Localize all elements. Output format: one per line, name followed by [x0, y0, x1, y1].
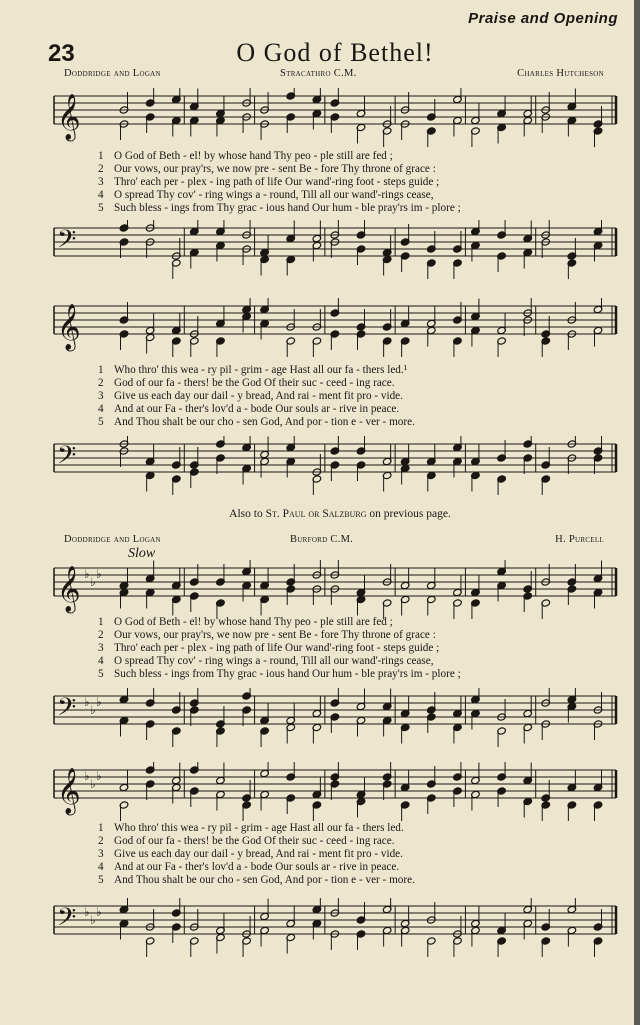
hymn-title: O God of Bethel! [236, 38, 434, 67]
verse-text: God of our fa - thers! be the God Of their suc - ceed - ing race. [114, 377, 395, 389]
verse-number: 5 [98, 202, 104, 214]
svg-text:♭: ♭ [96, 905, 102, 919]
verse-line [98, 668, 461, 681]
verse-text: Who thro' this wea - ry pil - grim - age Hast all our fa - thers led.¹ [114, 364, 408, 376]
verse-number: 3 [98, 390, 104, 402]
tune1-system1-treble-staff [0, 88, 640, 148]
tune2-composer: H. Purcell [555, 534, 604, 545]
verse-line [98, 377, 415, 390]
svg-text:♭: ♭ [90, 913, 96, 927]
verse-line [98, 835, 415, 848]
tune1-system2-treble-staff [0, 298, 640, 358]
tune1-tune-name: Stracathro C.M. [280, 68, 357, 79]
verse-line [98, 642, 461, 655]
verse-line [98, 176, 461, 189]
verse-line [98, 848, 415, 861]
svg-text:♭: ♭ [96, 695, 102, 709]
verse-line [98, 416, 415, 429]
verse-line [98, 390, 415, 403]
verse-number: 4 [98, 189, 104, 201]
verse-number: 3 [98, 642, 104, 654]
svg-text:𝄢: 𝄢 [57, 441, 77, 476]
verse-text: Such bless - ings from Thy grac - ious hand Our hum - ble pray'rs im - plore ; [114, 668, 461, 680]
verse-number: 3 [98, 848, 104, 860]
verse-line [98, 189, 461, 202]
tune2-system2-treble-staff [0, 762, 640, 822]
tune2-tune-name: Burford C.M. [290, 534, 354, 545]
verse-number: 2 [98, 163, 104, 175]
verse-line [98, 202, 461, 215]
svg-text:♭: ♭ [96, 769, 102, 783]
tune2-system1-treble-staff [0, 560, 640, 620]
tune2-author-credit: Doddridge and Logan [64, 534, 161, 545]
verse-text: God of our fa - thers! be the God Of their suc - ceed - ing race. [114, 835, 395, 847]
svg-text:♭: ♭ [84, 695, 90, 709]
tune1-system2-bass-staff [0, 436, 640, 496]
verse-number: 4 [98, 861, 104, 873]
verse-text: And Thou shalt be our cho - sen God, And por - tion e - ver - more. [114, 416, 415, 428]
verse-line [98, 364, 415, 377]
svg-text:𝄞: 𝄞 [57, 94, 81, 140]
verse-text: Our vows, our pray'rs, we now pre - sent Be - fore Thy throne of grace : [114, 629, 436, 641]
verse-line [98, 163, 461, 176]
section-heading: Praise and Opening [468, 10, 618, 27]
svg-text:𝄢: 𝄢 [57, 693, 77, 728]
verse-number: 5 [98, 416, 104, 428]
verse-text: Such bless - ings from Thy grac - ious hand Our hum - ble pray'rs im - plore ; [114, 202, 461, 214]
svg-text:♭: ♭ [84, 769, 90, 783]
tune1-system1-bass-staff [0, 220, 640, 280]
verse-number: 2 [98, 835, 104, 847]
verse-number: 1 [98, 616, 104, 628]
verse-line [98, 616, 461, 629]
verse-number: 4 [98, 655, 104, 667]
verse-line [98, 861, 415, 874]
verse-text: Who thro' this wea - ry pil - grim - age Hast all our fa - thers led. [114, 822, 404, 834]
verse-number: 3 [98, 176, 104, 188]
tune1-author-credit: Doddridge and Logan [64, 68, 161, 79]
verse-text: Give us each day our dail - y bread, And rai - ment fit pro - vide. [114, 848, 403, 860]
svg-text:𝄢: 𝄢 [57, 903, 77, 938]
verse-line [98, 822, 415, 835]
verse-number: 4 [98, 403, 104, 415]
verse-text: Thro' each per - plex - ing path of life Our wand'-ring foot - steps guide ; [114, 642, 440, 654]
verse-number: 2 [98, 377, 104, 389]
svg-text:𝄞: 𝄞 [57, 566, 81, 612]
verse-text: O God of Beth - el! by whose hand Thy peo - ple still are fed ; [114, 616, 393, 628]
svg-text:𝄞: 𝄞 [57, 768, 81, 814]
svg-text:♭: ♭ [96, 567, 102, 581]
tune2-system2-bass-staff [0, 898, 640, 958]
alternate-tunes-note: Also to St. Paul or Salzburg on previous page. [229, 508, 451, 520]
verse-text: Give us each day our dail - y bread, And rai - ment fit pro - vide. [114, 390, 403, 402]
verse-text: And at our Fa - ther's lov'd a - bode Our souls ar - rive in peace. [114, 861, 400, 873]
tune2-system1-bass-staff [0, 688, 640, 748]
verse-number: 1 [98, 822, 104, 834]
verse-number: 2 [98, 629, 104, 641]
svg-text:♭: ♭ [84, 905, 90, 919]
verse-number: 5 [98, 668, 104, 680]
verse-line [98, 403, 415, 416]
verse-text: O spread Thy cov' - ring wings a - round, Till all our wand'-rings cease, [114, 189, 434, 201]
verse-text: O spread Thy cov' - ring wings a - round, Till all our wand'-rings cease, [114, 655, 434, 667]
verse-text: And at our Fa - ther's lov'd a - bode Our souls ar - rive in peace. [114, 403, 400, 415]
verse-text: Our vows, our pray'rs, we now pre - sent Be - fore Thy throne of grace : [114, 163, 436, 175]
svg-text:♭: ♭ [90, 575, 96, 589]
verse-number: 1 [98, 364, 104, 376]
tune2-system2-lyrics [98, 822, 415, 887]
verse-line [98, 629, 461, 642]
svg-text:♭: ♭ [90, 703, 96, 717]
verse-line [98, 655, 461, 668]
verse-text: O God of Beth - el! by whose hand Thy peo - ple still are fed ; [114, 150, 393, 162]
tune1-composer: Charles Hutcheson [517, 68, 604, 79]
verse-line [98, 874, 415, 887]
tune2-system1-lyrics [98, 616, 461, 681]
tune1-system1-lyrics [98, 150, 461, 215]
tune2-tempo-marking: Slow [128, 546, 156, 561]
svg-text:♭: ♭ [84, 567, 90, 581]
verse-text: Thro' each per - plex - ing path of life Our wand'-ring foot - steps guide ; [114, 176, 440, 188]
tune1-system2-lyrics [98, 364, 415, 429]
svg-text:𝄢: 𝄢 [57, 225, 77, 260]
svg-text:𝄞: 𝄞 [57, 304, 81, 350]
verse-number: 5 [98, 874, 104, 886]
verse-line [98, 150, 461, 163]
svg-text:♭: ♭ [90, 777, 96, 791]
hymn-number: 23 [48, 40, 75, 67]
verse-number: 1 [98, 150, 104, 162]
verse-text: And Thou shalt be our cho - sen God, And por - tion e - ver - more. [114, 874, 415, 886]
